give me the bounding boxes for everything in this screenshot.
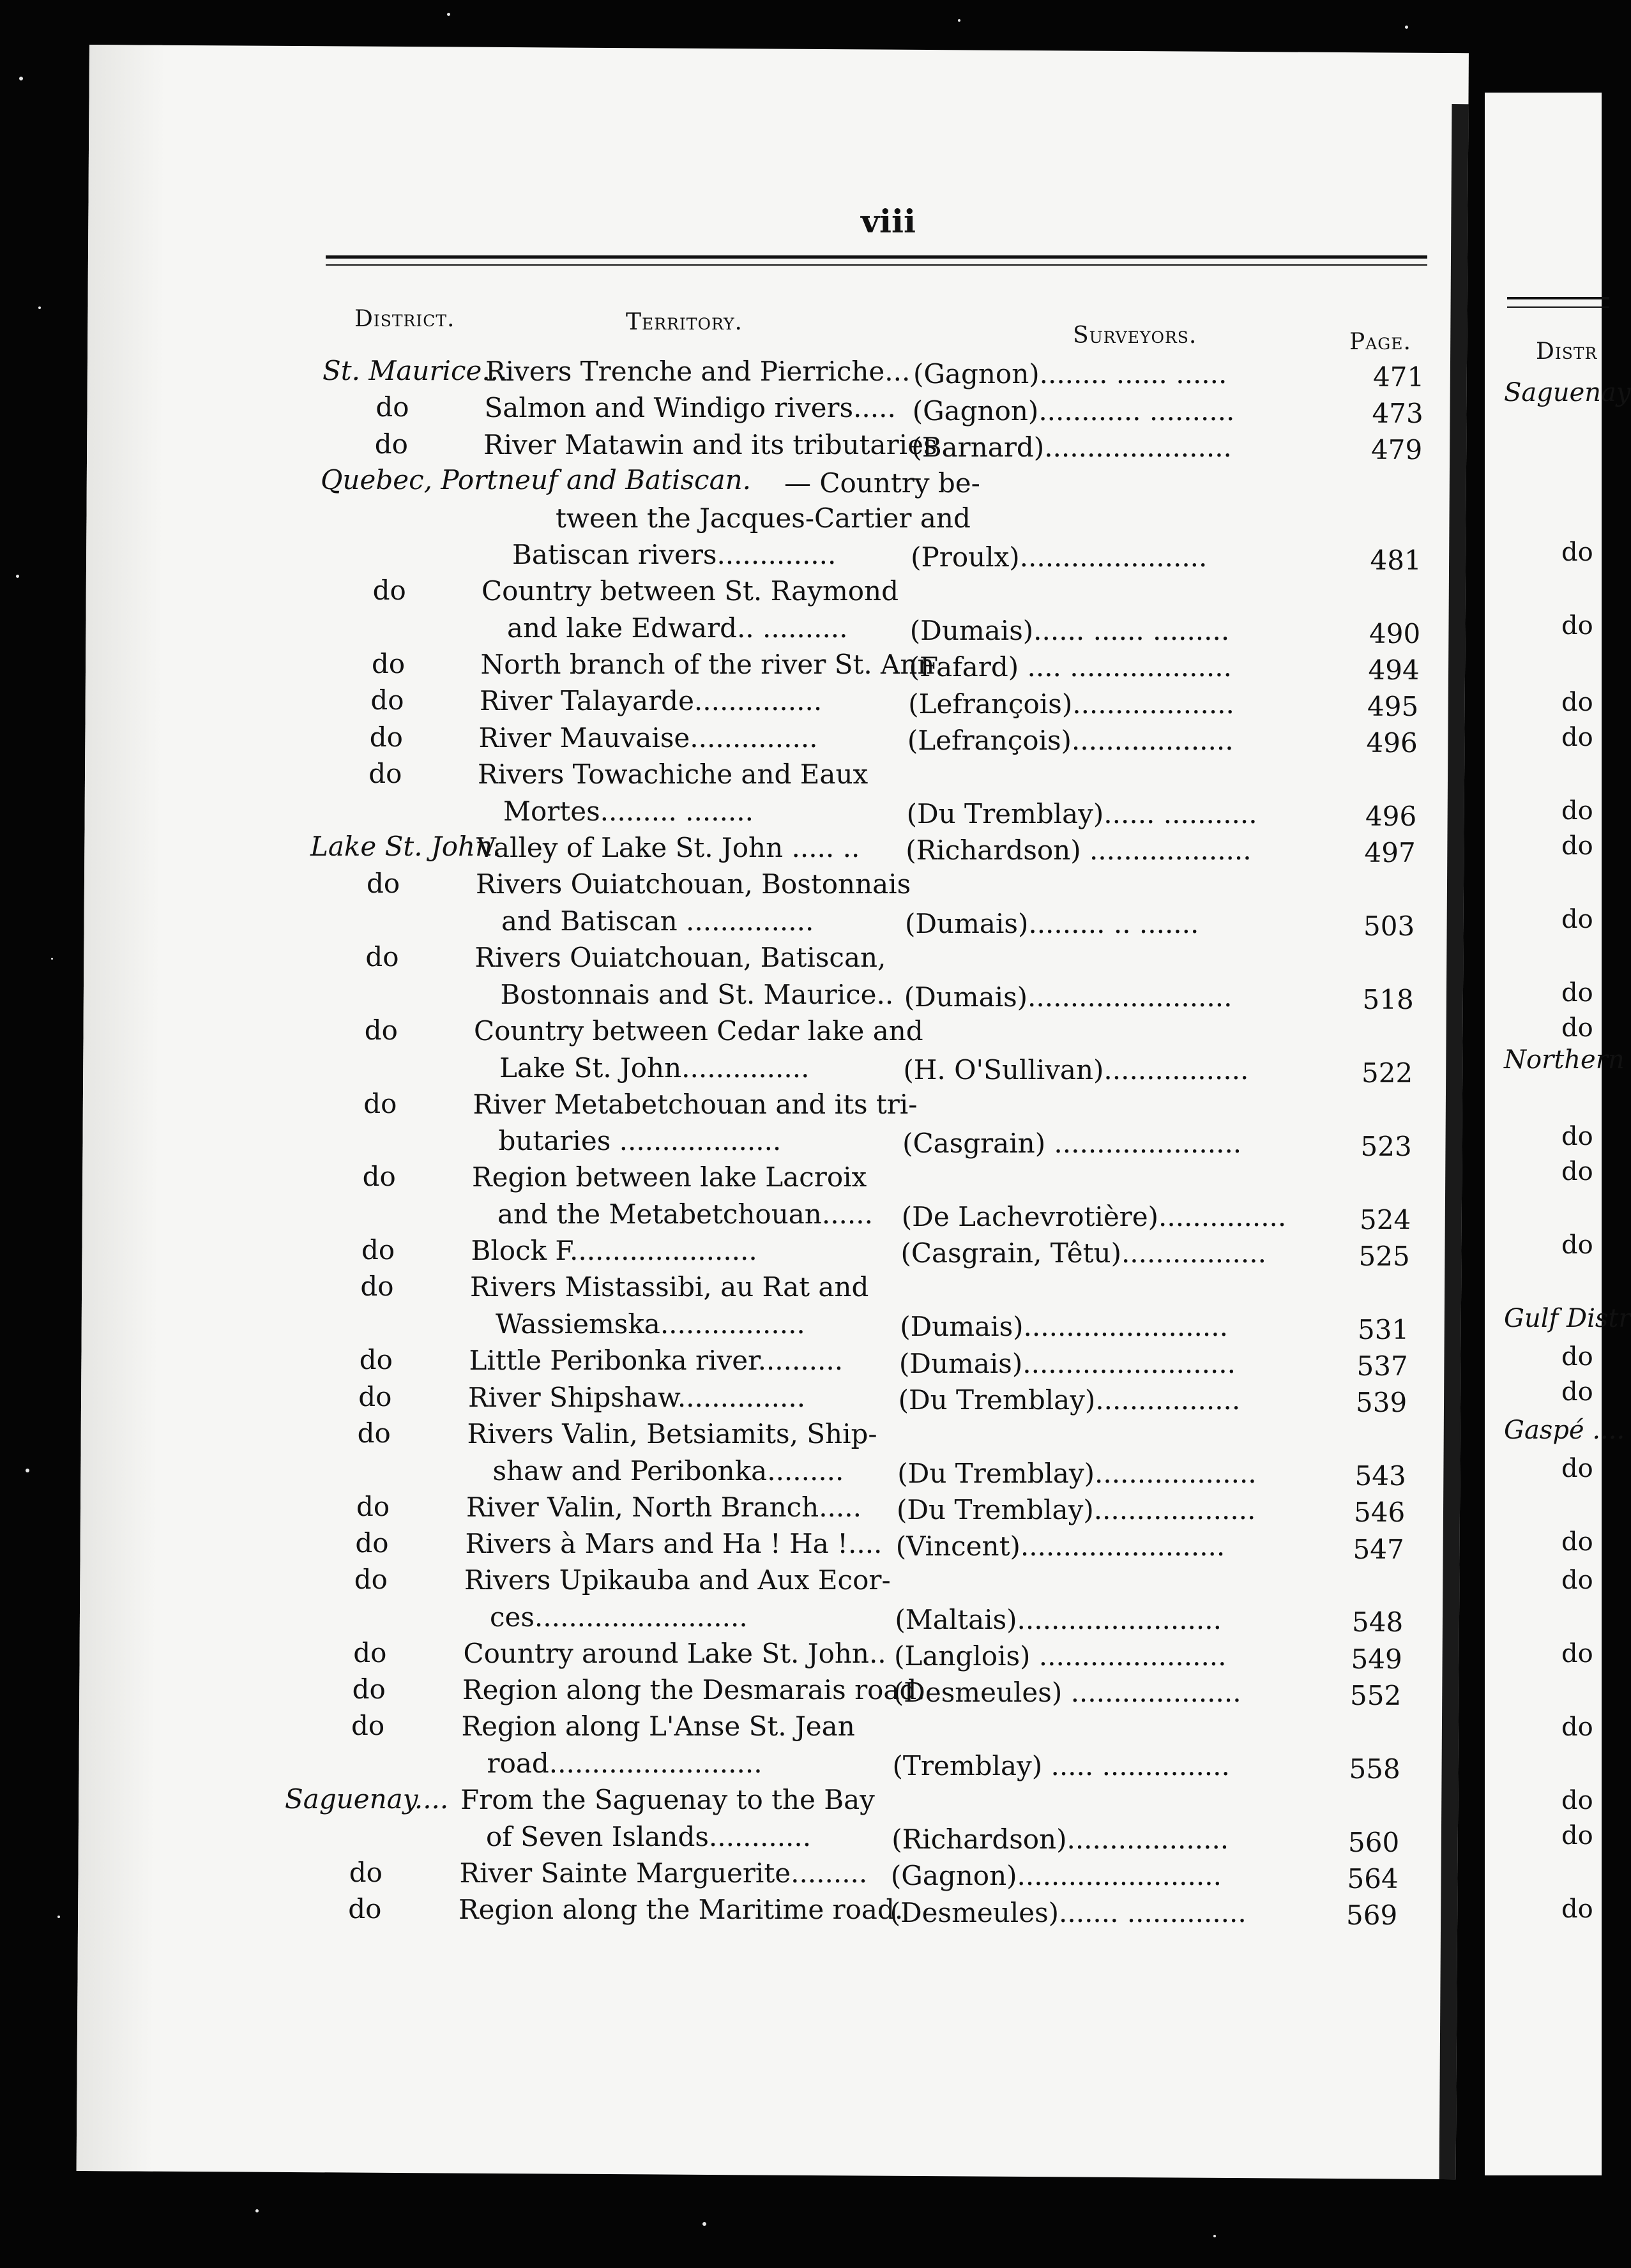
- district-cell: do: [367, 867, 400, 899]
- territory-cell: and Batiscan ...............: [501, 905, 814, 937]
- surveyor-cell: (Tremblay) ..... ...............: [892, 1750, 1230, 1782]
- district-cell: do: [362, 1161, 396, 1193]
- speck: [958, 19, 960, 22]
- surveyor-cell: (Lefrançois)...................: [907, 724, 1234, 756]
- page-cell: 497: [1364, 837, 1416, 869]
- page-cell: 546: [1354, 1497, 1406, 1529]
- page-cell: 471: [1373, 361, 1425, 393]
- adjacent-item: do: [1561, 1894, 1593, 1924]
- page-cell: 564: [1347, 1863, 1399, 1894]
- territory-cell: tween the Jacques-Cartier and: [556, 503, 971, 534]
- surveyor-cell: (Dumais)......... .. .......: [905, 907, 1199, 939]
- adjacent-item: do: [1561, 1639, 1593, 1668]
- territory-cell: butaries ...................: [498, 1125, 782, 1157]
- territory-cell: shaw and Peribonka.........: [492, 1455, 844, 1486]
- adjacent-item: do: [1561, 723, 1593, 752]
- territory-cell: Rivers à Mars and Ha ! Ha !....: [465, 1527, 883, 1559]
- territory-cell: River Metabetchouan and its tri-: [473, 1088, 918, 1120]
- adjacent-item: do: [1561, 978, 1593, 1008]
- territory-cell: Region between lake Lacroix: [472, 1161, 867, 1193]
- district-cell: Lake St. John.: [310, 831, 501, 863]
- district-cell: do: [372, 575, 406, 607]
- header-rule: [326, 255, 1427, 259]
- page-cell: 525: [1358, 1240, 1410, 1272]
- territory-cell: Salmon and Windigo rivers.....: [484, 392, 896, 424]
- district-cell: St. Maurice...: [322, 354, 508, 386]
- adjacent-item: do: [1561, 1013, 1593, 1043]
- page-cell: 569: [1346, 1899, 1398, 1931]
- surveyor-cell: (Proulx)......................: [911, 541, 1208, 573]
- adjacent-rule: [1507, 306, 1609, 308]
- territory-cell: Country around Lake St. John..: [463, 1637, 886, 1669]
- surveyor-cell: (Desmeules) ....................: [893, 1677, 1241, 1709]
- adjacent-rule: [1507, 297, 1609, 299]
- territory-cell: and lake Edward.. ..........: [507, 612, 848, 644]
- surveyor-cell: (Du Tremblay)...... ...........: [906, 798, 1257, 829]
- territory-cell: Batiscan rivers..............: [512, 539, 837, 571]
- territory-cell: Rivers Ouiatchouan, Batiscan,: [474, 941, 886, 973]
- column-header-page: Page.: [1349, 329, 1411, 355]
- district-cell: do: [353, 1637, 387, 1668]
- district-cell: do: [370, 684, 404, 716]
- territory-cell: Bostonnais and St. Maurice..: [500, 978, 894, 1010]
- territory-cell: Rivers Trenche and Pierriche...: [485, 356, 911, 388]
- page-cell: 518: [1362, 984, 1414, 1016]
- surveyor-cell: (Du Tremblay).................: [898, 1384, 1241, 1416]
- territory-cell: Region along the Maritime road.: [459, 1894, 904, 1926]
- page-cell: 479: [1371, 434, 1423, 466]
- adjacent-item: do: [1561, 1230, 1593, 1260]
- adjacent-item: Gaspé ....: [1504, 1416, 1625, 1445]
- adjacent-item: do: [1561, 1157, 1593, 1186]
- territory-cell: River Shipshaw...............: [468, 1381, 806, 1413]
- adjacent-item: do: [1561, 1342, 1593, 1372]
- surveyor-cell: (De Lachevrotière)...............: [901, 1201, 1287, 1233]
- header-rule-thin: [326, 264, 1427, 266]
- district-cell: do: [352, 1674, 386, 1705]
- page-cell: 490: [1369, 617, 1421, 649]
- district-cell: do: [363, 1087, 397, 1119]
- territory-cell: River Valin, North Branch.....: [466, 1491, 861, 1523]
- page-cell: 522: [1362, 1057, 1413, 1089]
- territory-cell: Region along the Desmarais road.: [462, 1674, 925, 1706]
- district-cell: do: [358, 1380, 392, 1412]
- district-cell: do: [356, 1490, 390, 1522]
- district-cell: Quebec, Portneuf and Batiscan.: [321, 464, 752, 496]
- surveyor-cell: (Casgrain, Têtu).................: [900, 1237, 1266, 1269]
- page-cell: 539: [1356, 1387, 1407, 1419]
- speck: [255, 2209, 259, 2212]
- district-cell: do: [360, 1271, 394, 1303]
- page-cell: 547: [1353, 1533, 1404, 1565]
- territory-cell: Wassiemska.................: [496, 1308, 805, 1340]
- adjacent-item: do: [1561, 1454, 1593, 1483]
- surveyor-cell: (Richardson)...................: [891, 1824, 1229, 1856]
- surveyor-cell: (Dumais).........................: [899, 1347, 1236, 1379]
- adjacent-item: do: [1561, 1527, 1593, 1557]
- page-gutter: [1439, 104, 1469, 2179]
- adjacent-item: do: [1561, 538, 1593, 567]
- page-number: viii: [861, 202, 916, 240]
- speck: [1405, 26, 1408, 29]
- district-cell: do: [364, 1014, 398, 1046]
- speck: [26, 1469, 29, 1472]
- district-cell: do: [376, 391, 409, 423]
- surveyor-cell: (Fafard) .... ...................: [909, 651, 1232, 683]
- speck: [57, 1916, 60, 1918]
- page-cell: 496: [1366, 727, 1418, 759]
- territory-cell: Lake St. John...............: [499, 1052, 810, 1084]
- surveyor-cell: (Barnard)......................: [911, 431, 1232, 463]
- territory-cell: Rivers Towachiche and Eaux: [478, 758, 869, 790]
- surveyor-cell: (Casgrain) ......................: [902, 1128, 1242, 1160]
- district-cell: do: [369, 721, 403, 753]
- district-cell: do: [351, 1710, 385, 1742]
- adjacent-item: do: [1561, 1566, 1593, 1595]
- district-cell: do: [354, 1564, 388, 1596]
- adjacent-header: Distr: [1536, 338, 1598, 365]
- adjacent-item: do: [1561, 831, 1593, 861]
- column-header-surveyors: Surveyors.: [1073, 322, 1197, 349]
- surveyor-cell: (Desmeules)....... ..............: [890, 1896, 1247, 1928]
- adjacent-item: Saguenay: [1504, 378, 1631, 407]
- territory-cell: Block F......................: [471, 1235, 757, 1267]
- speck: [38, 306, 41, 309]
- adjacent-page: [1485, 93, 1631, 2175]
- district-cell: do: [368, 757, 402, 789]
- page-cell: 537: [1356, 1350, 1408, 1382]
- page-fold: [77, 45, 166, 2172]
- column-header-district: District.: [354, 306, 455, 332]
- adjacent-item: do: [1561, 1377, 1593, 1407]
- district-cell: do: [349, 1857, 383, 1889]
- surveyor-cell: (Gagnon)............ ..........: [912, 395, 1235, 427]
- district-cell: do: [365, 941, 399, 972]
- territory-cell: River Sainte Marguerite.........: [459, 1857, 868, 1889]
- speck: [51, 958, 53, 960]
- page-cell: 503: [1363, 911, 1415, 942]
- adjacent-item: do: [1561, 1821, 1593, 1850]
- surveyor-cell: (Dumais)...... ...... .........: [909, 615, 1230, 647]
- territory-cell: Country between Cedar lake and: [474, 1015, 923, 1047]
- territory-cell: Country between St. Raymond: [482, 575, 899, 607]
- surveyor-cell: (Vincent)........................: [895, 1531, 1225, 1562]
- surveyor-cell: (Du Tremblay)...................: [897, 1493, 1256, 1525]
- surveyor-cell: (Richardson) ...................: [906, 834, 1252, 866]
- page-cell: 560: [1348, 1826, 1400, 1858]
- adjacent-item: do: [1561, 905, 1593, 934]
- district-cell: do: [348, 1893, 382, 1925]
- speck: [1213, 2235, 1216, 2237]
- page-cell: 524: [1360, 1204, 1411, 1236]
- surveyor-cell: (Maltais)........................: [895, 1603, 1222, 1635]
- page-cell: 495: [1367, 691, 1419, 723]
- territory-cell: River Talayarde...............: [480, 685, 823, 717]
- territory-cell: of Seven Islands............: [486, 1821, 812, 1853]
- adjacent-item: do: [1561, 611, 1593, 640]
- territory-cell: Rivers Ouiatchouan, Bostonnais: [476, 868, 911, 900]
- adjacent-item: do: [1561, 1786, 1593, 1815]
- page-cell: 531: [1358, 1313, 1409, 1345]
- page-cell: 496: [1365, 801, 1417, 833]
- territory-cell: Mortes......... ........: [503, 795, 754, 827]
- territory-cell: Rivers Valin, Betsiamits, Ship-: [467, 1418, 877, 1449]
- page-cell: 481: [1370, 544, 1422, 576]
- adjacent-item: do: [1561, 688, 1593, 717]
- territory-cell: Rivers Upikauba and Aux Ecor-: [464, 1564, 891, 1596]
- district-cell: do: [374, 428, 408, 460]
- territory-cell: Valley of Lake St. John ..... ..: [476, 831, 860, 863]
- page-cell: 552: [1350, 1679, 1402, 1711]
- page-cell: 523: [1360, 1130, 1412, 1162]
- territory-cell: road.........................: [487, 1748, 762, 1780]
- surveyor-cell: (Gagnon)........ ...... ......: [913, 358, 1227, 390]
- page-cell: 558: [1349, 1753, 1400, 1785]
- surveyor-cell: (Du Tremblay)...................: [897, 1457, 1257, 1489]
- territory-cell: Little Peribonka river..........: [469, 1345, 844, 1377]
- column-header-territory: Territory.: [626, 309, 743, 335]
- district-cell: do: [355, 1527, 389, 1559]
- territory-cell: From the Saguenay to the Bay: [460, 1784, 875, 1816]
- adjacent-item: do: [1561, 1122, 1593, 1151]
- district-cell: do: [357, 1417, 391, 1449]
- speck: [447, 13, 450, 16]
- page-cell: 548: [1352, 1606, 1404, 1638]
- page-cell: 473: [1372, 398, 1423, 430]
- page-cell: 494: [1368, 654, 1420, 686]
- territory-cell: Region along L'Anse St. Jean: [461, 1711, 855, 1743]
- territory-cell: and the Metabetchouan......: [497, 1198, 873, 1230]
- district-cell: do: [372, 648, 406, 680]
- territory-cell: Rivers Mistassibi, au Rat and: [470, 1271, 869, 1303]
- district-cell: do: [359, 1344, 393, 1376]
- speck: [16, 575, 19, 578]
- page-cell: 543: [1354, 1460, 1406, 1492]
- district-cell: Saguenay....: [285, 1783, 449, 1815]
- territory-cell: North branch of the river St. Ann: [480, 649, 935, 681]
- speck: [19, 77, 23, 80]
- surveyor-cell: (Dumais)........................: [904, 981, 1233, 1013]
- speck: [702, 2222, 706, 2226]
- district-cell: do: [361, 1234, 395, 1266]
- territory-cell: River Matawin and its tributaries: [483, 428, 937, 460]
- territory-cell: River Mauvaise...............: [478, 722, 818, 753]
- surveyor-cell: (H. O'Sullivan).................: [903, 1054, 1249, 1086]
- surveyor-cell: (Langlois) ......................: [894, 1640, 1227, 1672]
- surveyor-cell: (Lefrançois)...................: [908, 688, 1234, 720]
- adjacent-item: Northern: [1504, 1045, 1625, 1075]
- territory-cell: — Country be-: [784, 467, 980, 499]
- surveyor-cell: (Dumais)........................: [900, 1311, 1228, 1343]
- adjacent-item: do: [1561, 796, 1593, 826]
- surveyor-cell: (Gagnon)........................: [890, 1860, 1222, 1892]
- page-cell: 549: [1351, 1643, 1402, 1675]
- territory-cell: ces.........................: [490, 1601, 748, 1633]
- adjacent-item: Gulf Distr: [1504, 1304, 1631, 1333]
- adjacent-item: do: [1561, 1712, 1593, 1742]
